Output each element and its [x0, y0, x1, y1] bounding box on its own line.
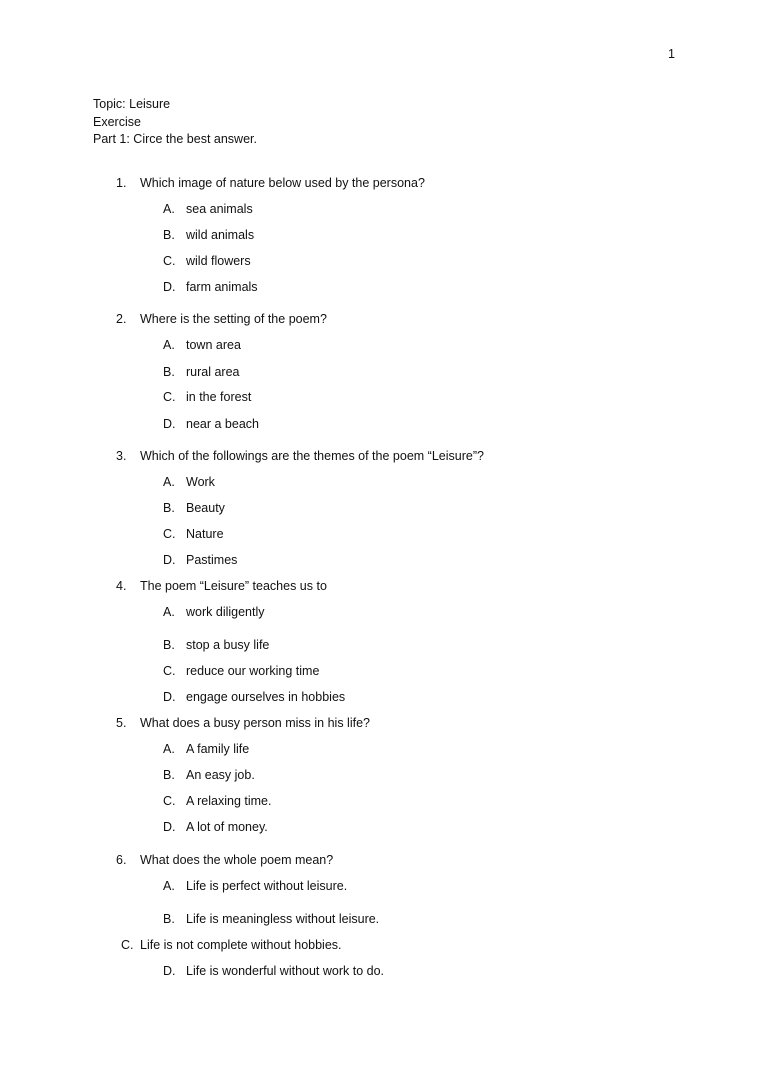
question-number: 6. [116, 853, 127, 867]
option-letter: B. [163, 501, 175, 515]
option-letter: A. [163, 605, 175, 619]
question-text: Which of the followings are the themes of the poem “Leisure”? [140, 449, 484, 463]
option-text: rural area [186, 365, 240, 379]
option-letter: C. [163, 254, 176, 268]
option-letter: A. [163, 879, 175, 893]
option-letter: C. [163, 527, 176, 541]
option-text: in the forest [186, 390, 252, 404]
option-text: stop a busy life [186, 638, 270, 652]
exercise-label: Exercise [93, 115, 141, 129]
question-text: What does a busy person miss in his life? [140, 716, 370, 730]
question-number: 4. [116, 579, 127, 593]
option-letter: B. [163, 228, 175, 242]
option-text: An easy job. [186, 768, 255, 782]
instruction-text: Part 1: Circe the best answer. [93, 132, 257, 146]
option-text: town area [186, 338, 241, 352]
option-text: Work [186, 475, 215, 489]
option-text: reduce our working time [186, 664, 320, 678]
option-letter: A. [163, 475, 175, 489]
option-text: wild flowers [186, 254, 251, 268]
option-letter: D. [163, 690, 176, 704]
option-text: Life is not complete without hobbies. [140, 938, 342, 952]
question-number: 5. [116, 716, 127, 730]
option-text: A lot of money. [186, 820, 268, 834]
option-text: Life is meaningless without leisure. [186, 912, 380, 926]
option-text: A family life [186, 742, 250, 756]
question-text: What does the whole poem mean? [140, 853, 334, 867]
option-text: Nature [186, 527, 224, 541]
question-number: 2. [116, 312, 127, 326]
option-text: Beauty [186, 501, 225, 515]
option-letter: D. [163, 417, 176, 431]
option-letter: D. [163, 820, 176, 834]
option-letter: B. [163, 365, 175, 379]
page-number: 1 [668, 47, 675, 61]
option-letter: B. [163, 768, 175, 782]
question-text: Where is the setting of the poem? [140, 312, 327, 326]
option-letter: A. [163, 338, 175, 352]
option-letter: B. [163, 638, 175, 652]
option-letter: C. [121, 938, 134, 952]
option-letter: A. [163, 202, 175, 216]
option-letter: B. [163, 912, 175, 926]
question-number: 1. [116, 176, 127, 190]
option-letter: D. [163, 553, 176, 567]
topic-heading: Topic: Leisure [93, 97, 171, 111]
question-text: The poem “Leisure” teaches us to [140, 579, 327, 593]
option-text: Life is wonderful without work to do. [186, 964, 385, 978]
option-letter: C. [163, 390, 176, 404]
option-text: near a beach [186, 417, 259, 431]
option-letter: C. [163, 794, 176, 808]
option-text: engage ourselves in hobbies [186, 690, 346, 704]
option-letter: C. [163, 664, 176, 678]
option-letter: D. [163, 280, 176, 294]
option-text: wild animals [186, 228, 255, 242]
option-text: work diligently [186, 605, 265, 619]
option-text: Pastimes [186, 553, 238, 567]
question-number: 3. [116, 449, 127, 463]
option-text: Life is perfect without leisure. [186, 879, 348, 893]
option-letter: D. [163, 964, 176, 978]
option-text: sea animals [186, 202, 253, 216]
option-letter: A. [163, 742, 175, 756]
option-text: farm animals [186, 280, 258, 294]
option-text: A relaxing time. [186, 794, 272, 808]
question-text: Which image of nature below used by the persona? [140, 176, 425, 190]
